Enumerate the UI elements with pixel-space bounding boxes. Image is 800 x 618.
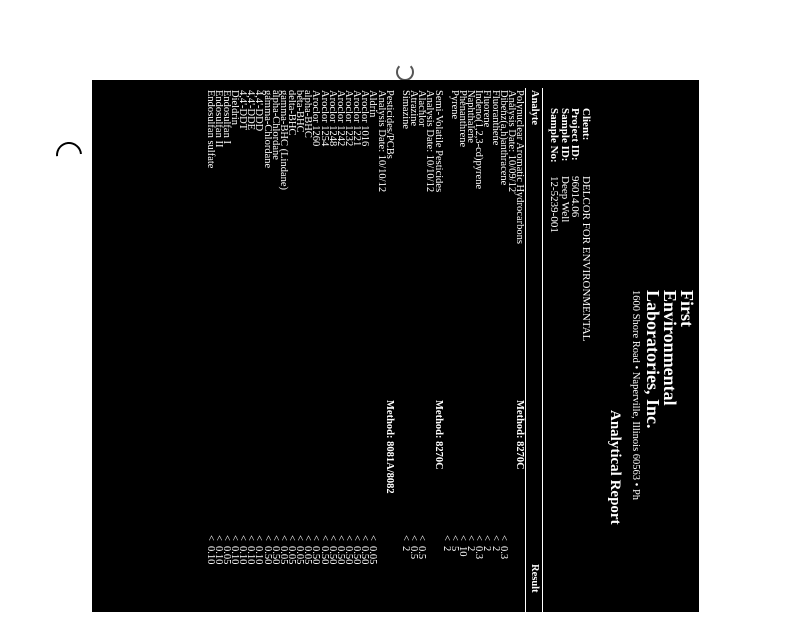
table-row: [400, 90, 412, 610]
result-qualifier: <: [448, 535, 460, 541]
result-qualifier: <: [277, 535, 289, 541]
table-row: [343, 90, 355, 610]
scanned-report-page: [92, 80, 699, 612]
result-qualifier: <: [367, 535, 379, 541]
scan-speck: [396, 63, 414, 81]
result-value: 0.50: [351, 546, 363, 565]
info-row: [549, 108, 560, 341]
analyte-cell: Analysis Date: 10/10/12: [424, 90, 436, 193]
analyte-cell: Fluoranthene: [489, 90, 501, 146]
result-value: 2: [400, 546, 412, 552]
analyte-cell: Aroclor 1242: [334, 90, 346, 147]
report-title: Analytical Report: [607, 410, 623, 525]
analyte-cell: Aldrin: [367, 90, 379, 118]
result-qualifier: <: [343, 535, 355, 541]
info-label: Sample ID:: [559, 108, 571, 162]
rotated-report: [92, 80, 699, 612]
result-qualifier: <: [294, 535, 306, 541]
analyte-cell: Atrazine: [408, 90, 420, 127]
table-row: [450, 90, 458, 610]
table-row: [393, 90, 401, 610]
result-value: 0.10: [237, 546, 249, 565]
analyte-cell: Fluorene: [481, 90, 493, 128]
result-value: 0.05: [367, 546, 379, 565]
table-row: [328, 90, 336, 610]
analyte-cell: Naphthalene: [465, 90, 477, 144]
result-value: 0.50: [269, 546, 281, 565]
analyte-cell: Analysis Date: 10/10/12: [375, 90, 387, 193]
info-row: [581, 108, 592, 341]
result-value: 2: [440, 546, 452, 552]
info-value: Deep Well: [559, 176, 571, 223]
analyte-cell: Phenanthrene: [457, 90, 469, 148]
table-row: [457, 90, 469, 610]
result-value: 2: [481, 546, 493, 552]
result-value: 0.50: [326, 546, 338, 565]
result-qualifier: <: [481, 535, 493, 541]
result-value: 0.10: [204, 546, 216, 565]
result-qualifier: <: [229, 535, 241, 541]
scan-speck: [51, 137, 88, 174]
result-qualifier: <: [286, 535, 298, 541]
result-value: 0.5: [416, 546, 428, 560]
results-column-header: [525, 88, 543, 612]
result-value: 0.3: [497, 546, 509, 560]
analyte-cell: Aroclor 1248: [326, 90, 338, 147]
info-label: Sample No:: [548, 108, 561, 163]
table-row: [318, 90, 330, 610]
table-row: [302, 90, 314, 610]
info-label: Project ID:: [569, 108, 582, 161]
info-value: DELCOR FOR ENVIRONMENTAL: [580, 176, 592, 342]
analyte-cell: Aroclor 1232: [343, 90, 355, 147]
analyte-cell: Pesticides/PCBs: [383, 90, 395, 159]
result-qualifier: <: [204, 535, 216, 541]
analyte-column-header: Analyte: [529, 90, 540, 125]
result-value: 0.10: [229, 546, 241, 565]
analyte-cell: Aroclor 1260: [310, 90, 322, 147]
table-row: [424, 90, 436, 610]
analyte-cell: Dieldrin: [229, 90, 241, 125]
result-qualifier: <: [334, 535, 346, 541]
info-label: Client:: [580, 108, 592, 141]
lab-address: 1600 Shore Road • Naperville, Illinois 60563 • Ph: [630, 290, 641, 501]
analyte-cell: alpha-Chlordane: [269, 90, 281, 160]
table-row: [237, 90, 249, 610]
table-row: [351, 90, 363, 610]
result-value: 0.05: [277, 546, 289, 565]
result-qualifier: <: [416, 535, 428, 541]
result-value: 0.10: [253, 546, 265, 565]
table-row: [336, 90, 344, 610]
result-qualifier: <: [212, 535, 224, 541]
analyte-cell: Simazine: [400, 90, 412, 130]
result-qualifier: <: [408, 535, 420, 541]
result-value: 0.10: [212, 546, 224, 565]
table-row: [245, 90, 257, 610]
method-cell: Method: 8270C: [432, 400, 444, 470]
table-row: [279, 90, 287, 610]
table-row: [489, 90, 501, 610]
result-qualifier: <: [310, 535, 322, 541]
table-row: [206, 90, 214, 610]
result-value: 0.50: [334, 546, 346, 565]
result-qualifier: <: [359, 535, 371, 541]
table-row: [310, 90, 322, 610]
lab-name: [644, 290, 695, 429]
method-cell: Method: 8270C: [514, 400, 525, 470]
table-row: [367, 90, 379, 610]
result-qualifier: <: [269, 535, 281, 541]
result-qualifier: <: [237, 535, 249, 541]
result-value: 2: [465, 546, 477, 552]
analyte-cell: Endosulfan II: [212, 90, 224, 148]
result-qualifier: <: [440, 535, 452, 541]
info-value: 12-5239-001: [548, 176, 561, 233]
sample-info: [549, 108, 591, 341]
result-qualifier: <: [302, 535, 314, 541]
table-row: [214, 90, 222, 610]
result-value: 0.50: [343, 546, 355, 565]
result-value: 0.05: [302, 546, 314, 565]
result-qualifier: <: [245, 535, 257, 541]
table-row: [359, 90, 371, 610]
analyte-cell: 4,4'-DDT: [237, 90, 249, 131]
analyte-cell: beta-BHC: [294, 90, 306, 133]
table-row: [416, 90, 428, 610]
table-row: [294, 90, 306, 610]
result-qualifier: <: [318, 535, 330, 541]
result-qualifier: <: [473, 535, 485, 541]
result-value: 0.50: [359, 546, 371, 565]
analyte-cell: Endosulfan sulfate: [204, 90, 216, 169]
result-value: 0.50: [261, 546, 273, 565]
analyte-cell: Endosulfan I: [220, 90, 232, 144]
result-qualifier: <: [326, 535, 338, 541]
analyte-cell: gamma-BHC (Lindane): [277, 90, 289, 191]
result-value: 0.50: [318, 546, 330, 565]
results-table: [206, 90, 523, 610]
result-qualifier: <: [489, 535, 501, 541]
table-row: [408, 90, 420, 610]
analyte-cell: 4,4'-DDD: [253, 90, 265, 132]
analyte-cell: Indeno(1,2,3-cd)pyrene: [473, 90, 485, 190]
result-value: 2: [489, 546, 501, 552]
table-row: [263, 90, 271, 610]
analyte-cell: alpha-BHC: [302, 90, 314, 138]
info-row: [570, 108, 581, 341]
table-row: [465, 90, 477, 610]
result-value: 10: [457, 546, 469, 557]
result-value: 0.50: [310, 546, 322, 565]
analyte-cell: 4,4'-DDE: [245, 90, 257, 131]
analyte-cell: gamma-Chlordane: [261, 90, 273, 169]
analyte-cell: Dibenz(a,h)anthracene: [497, 90, 509, 186]
method-cell: Method: 8081A/8082: [383, 400, 395, 494]
result-value: 0.5: [408, 546, 420, 560]
result-qualifier: <: [351, 535, 363, 541]
result-qualifier: <: [253, 535, 265, 541]
result-qualifier: <: [220, 535, 232, 541]
info-value: 96014.06: [569, 176, 582, 218]
result-qualifier: <: [497, 535, 509, 541]
analyte-cell: Polynuclear Aromatic Hydrocarbons: [514, 90, 525, 244]
lab-name-line3: Laboratories, Inc.: [643, 290, 663, 429]
analyte-cell: Aroclor 1254: [318, 90, 330, 147]
table-row: [473, 90, 485, 610]
lab-name-line2: Environmental: [660, 290, 680, 406]
analyte-cell: Aroclor 1016: [359, 90, 371, 147]
result-value: 0.05: [220, 546, 232, 565]
result-value: 0.3: [473, 546, 485, 560]
lab-name-line1: First: [677, 290, 697, 327]
analyte-cell: Pyrene: [448, 90, 460, 120]
table-row: [229, 90, 241, 610]
table-row: [375, 90, 387, 610]
result-qualifier: <: [457, 535, 469, 541]
table-row: [271, 90, 279, 610]
lab-letterhead: [595, 80, 699, 612]
result-qualifier: <: [400, 535, 412, 541]
table-row: [253, 90, 265, 610]
result-qualifier: <: [465, 535, 477, 541]
analyte-cell: delta-BHC: [286, 90, 298, 136]
table-row: [222, 90, 230, 610]
result-qualifier: <: [261, 535, 273, 541]
result-value: 5: [448, 546, 460, 552]
analyte-cell: Aroclor 1221: [351, 90, 363, 147]
info-row: [560, 108, 571, 341]
result-value: 0.05: [286, 546, 298, 565]
analyte-cell: Semi-Volatile Pesticides: [432, 90, 444, 193]
result-value: 0.10: [245, 546, 257, 565]
table-row: [499, 90, 507, 610]
result-column-header: Result: [529, 564, 540, 593]
result-value: 0.05: [294, 546, 306, 565]
analyte-cell: Analysis Date: 10/09/12: [505, 90, 517, 193]
analyte-cell: Alachlor: [416, 90, 428, 127]
